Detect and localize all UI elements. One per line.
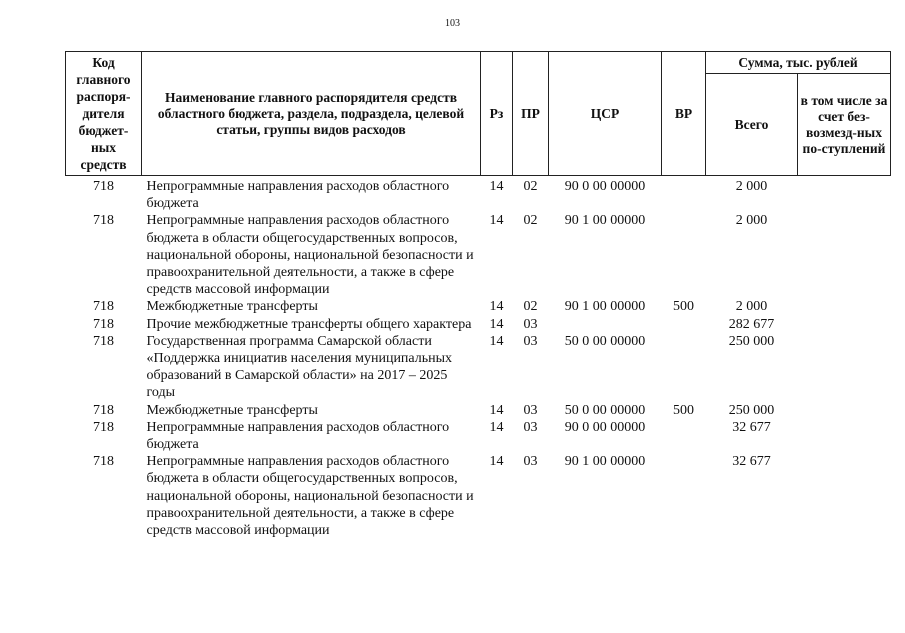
row-total: 282 677 [728, 316, 775, 332]
row-total: 32 677 [732, 419, 771, 435]
row-name: Непрограммные направления расходов областного бюджета в области общегосударственных вопросов, национальной обороны, национальной безопасности и правоохранительной деятельности, а также в сфере средств массовой информации [146, 454, 474, 539]
header-csr: ЦСР [549, 52, 662, 176]
row-free [798, 176, 891, 213]
row-pr: 03 [523, 419, 538, 435]
header-sum: Сумма, тыс. рублей [706, 52, 891, 74]
header-free: в том числе за счет без-возмезд-ных по-ступлений [798, 74, 891, 176]
row-name: Непрограммные направления расходов областного бюджета [146, 179, 450, 212]
row-csr: 50 0 00 00000 [564, 333, 646, 349]
header-name: Наименование главного распорядителя средств областного бюджета, раздела, подраздела, целевой статьи, группы видов расходов [142, 52, 481, 176]
row-free [798, 419, 891, 453]
row-free [798, 212, 891, 298]
row-code: 718 [93, 213, 114, 229]
row-rz: 14 [489, 333, 504, 349]
table-row [66, 453, 891, 539]
row-free [798, 402, 891, 419]
row-vr: 500 [673, 402, 694, 418]
row-vr [662, 212, 706, 298]
row-name: Межбюджетные трансферты [146, 299, 318, 315]
row-rz: 14 [489, 316, 504, 332]
row-pr: 02 [523, 299, 538, 315]
row-rz: 14 [489, 402, 504, 418]
row-total: 250 000 [728, 333, 775, 349]
row-rz: 14 [489, 213, 504, 229]
row-free [798, 316, 891, 333]
row-rz: 14 [489, 179, 504, 194]
row-total: 2 000 [735, 299, 768, 315]
row-free [798, 333, 891, 402]
row-pr: 02 [523, 179, 538, 194]
row-csr: 90 1 00 00000 [564, 454, 646, 470]
row-csr: 90 0 00 00000 [564, 419, 646, 435]
row-total: 250 000 [728, 402, 775, 418]
row-vr [662, 453, 706, 539]
row-name: Непрограммные направления расходов областного бюджета [146, 419, 450, 453]
row-pr: 03 [523, 454, 538, 470]
row-name: Государственная программа Самарской области «Поддержка инициатив населения муниципальных образований в Самарской области» на 2017 – 2025 годы [146, 333, 453, 401]
table-row [66, 316, 891, 333]
header-total: Всего [706, 74, 798, 176]
row-code: 718 [93, 402, 114, 418]
page-number: 103 [445, 18, 460, 29]
table-row [66, 402, 891, 419]
header-code: Код главного распоря-дителя бюджет-ных средств [66, 52, 142, 176]
row-rz: 14 [489, 299, 504, 315]
row-vr: 500 [673, 299, 694, 315]
budget-table [65, 51, 891, 539]
row-pr: 03 [523, 333, 538, 349]
table-row [66, 176, 891, 213]
row-total: 2 000 [735, 179, 768, 194]
table-row [66, 298, 891, 315]
table-row [66, 212, 891, 298]
row-code: 718 [93, 299, 114, 315]
row-code: 718 [93, 454, 114, 470]
row-free [798, 298, 891, 315]
row-pr: 03 [523, 316, 538, 332]
row-name: Прочие межбюджетные трансферты общего характера [146, 316, 472, 332]
row-total: 32 677 [732, 454, 771, 470]
row-name: Межбюджетные трансферты [146, 402, 318, 418]
row-code: 718 [93, 316, 114, 332]
row-code: 718 [93, 333, 114, 349]
row-code: 718 [93, 179, 114, 194]
row-csr: 50 0 00 00000 [564, 402, 646, 418]
table-row [66, 333, 891, 402]
row-vr [662, 316, 706, 333]
table-body [66, 176, 891, 540]
row-free [798, 453, 891, 539]
row-vr [662, 176, 706, 213]
row-vr [662, 333, 706, 402]
row-csr [549, 316, 662, 333]
row-csr: 90 1 00 00000 [564, 213, 646, 229]
row-csr: 90 1 00 00000 [564, 299, 646, 315]
header-vr: ВР [662, 52, 706, 176]
row-name: Непрограммные направления расходов областного бюджета в области общегосударственных вопросов, национальной обороны, национальной безопасности и правоохранительной деятельности, а также в сфере средств массовой информации [146, 213, 474, 298]
row-pr: 03 [523, 402, 538, 418]
table-header [66, 52, 891, 176]
row-csr: 90 0 00 00000 [564, 179, 646, 194]
row-code: 718 [93, 419, 114, 435]
header-pr: ПР [513, 52, 549, 176]
row-rz: 14 [489, 454, 504, 470]
row-total: 2 000 [735, 213, 768, 229]
table-row [66, 419, 891, 453]
row-vr [662, 419, 706, 453]
row-pr: 02 [523, 213, 538, 229]
header-rz: Рз [481, 52, 513, 176]
row-rz: 14 [489, 419, 504, 435]
